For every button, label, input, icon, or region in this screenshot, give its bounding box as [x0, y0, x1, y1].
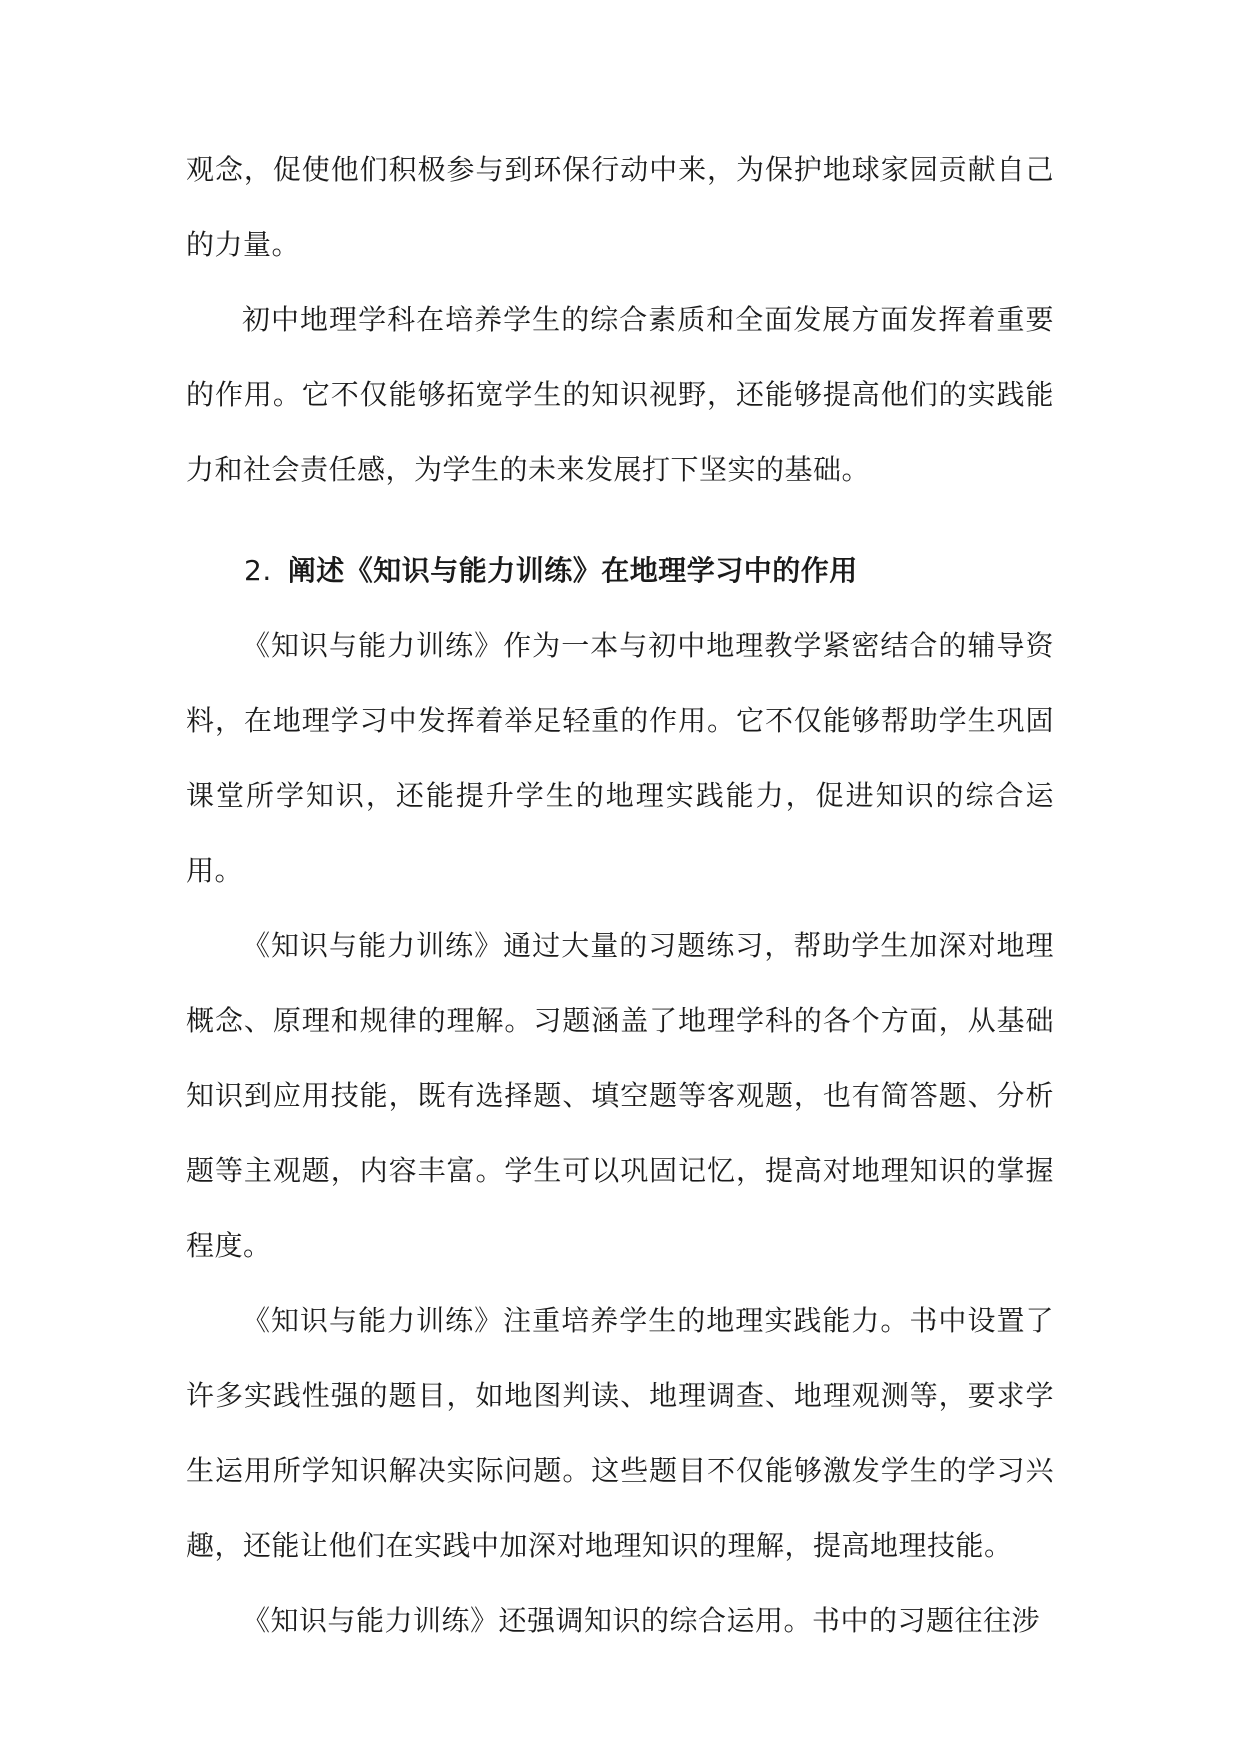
paragraph: 《知识与能力训练》注重培养学生的地理实践能力。书中设置了许多实践性强的题目，如地图判读、地理调查、地理观测等，要求学生运用所学知识解决实际问题。这些题目不仅能够激发学生的学习兴趣，还能让他们在实践中加深对地理知识的理解，提高地理技能。 — [186, 1304, 1054, 1562]
paragraph: 初中地理学科在培养学生的综合素质和全面发展方面发挥着重要的作用。它不仅能够拓宽学生的知识视野，还能够提高他们的实践能力和社会责任感，为学生的未来发展打下坚实的基础。 — [186, 303, 1054, 486]
document-body — [186, 132, 1054, 1658]
paragraph: 《知识与能力训练》作为一本与初中地理教学紧密结合的辅导资料，在地理学习中发挥着举足轻重的作用。它不仅能够帮助学生巩固课堂所学知识，还能提升学生的地理实践能力，促进知识的综合运用。 — [186, 629, 1054, 887]
paragraph-continuation: 观念，促使他们积极参与到环保行动中来，为保护地球家园贡献自己的力量。 — [186, 153, 1054, 261]
paragraph: 《知识与能力训练》通过大量的习题练习，帮助学生加深对地理概念、原理和规律的理解。习题涵盖了地理学科的各个方面，从基础知识到应用技能，既有选择题、填空题等客观题，也有简答题、分析题等主观题，内容丰富。学生可以巩固记忆，提高对地理知识的掌握程度。 — [186, 929, 1054, 1262]
paragraph-truncated: 《知识与能力训练》还强调知识的综合运用。书中的习题往往涉 — [242, 1604, 1041, 1637]
section-heading — [186, 533, 1054, 608]
section-title: 阐述《知识与能力训练》在地理学习中的作用 — [287, 554, 858, 587]
section-number: 2. — [244, 554, 272, 587]
